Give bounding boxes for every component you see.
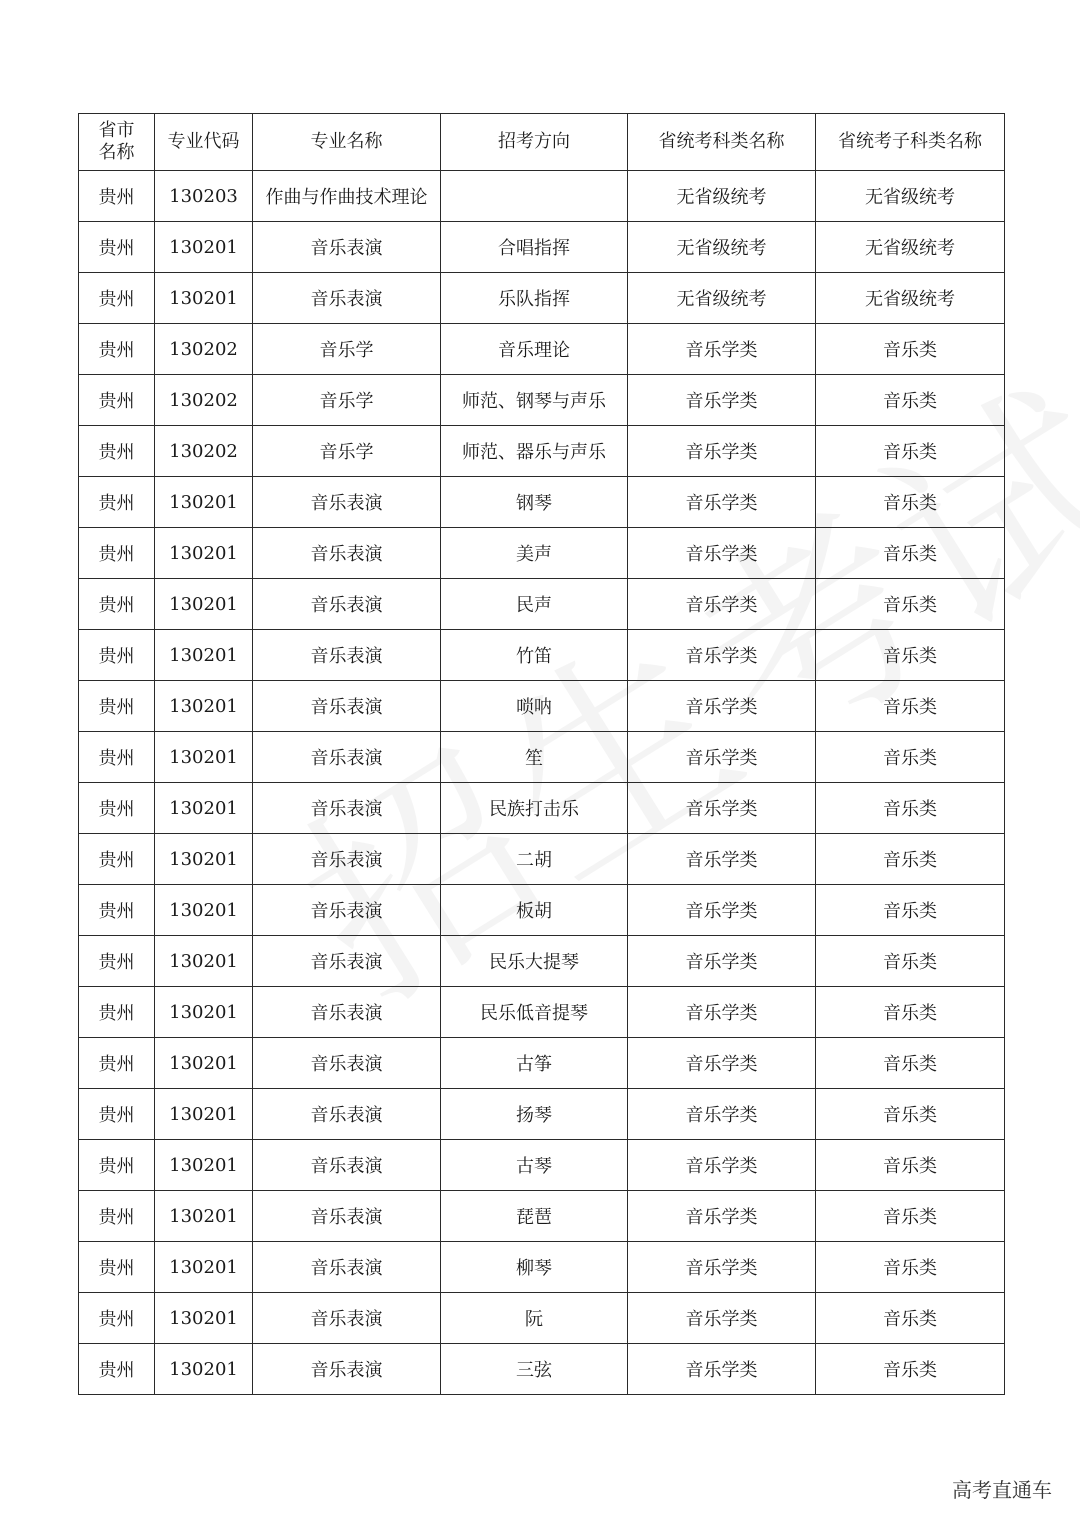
cell-province: 贵州 (79, 1293, 155, 1344)
cell-name: 音乐学 (253, 375, 441, 426)
cell-code: 130201 (155, 936, 253, 987)
cell-category: 音乐学类 (628, 1242, 816, 1293)
header-category: 省统考科类名称 (628, 114, 816, 171)
cell-province: 贵州 (79, 885, 155, 936)
cell-subcategory: 无省级统考 (816, 273, 1005, 324)
cell-category: 无省级统考 (628, 222, 816, 273)
cell-name: 音乐表演 (253, 732, 441, 783)
cell-category: 音乐学类 (628, 936, 816, 987)
cell-name: 音乐表演 (253, 630, 441, 681)
cell-province: 贵州 (79, 222, 155, 273)
table-row (79, 936, 1005, 987)
cell-direction (441, 171, 628, 222)
cell-direction: 扬琴 (441, 1089, 628, 1140)
cell-subcategory: 音乐类 (816, 732, 1005, 783)
cell-direction: 钢琴 (441, 477, 628, 528)
table-row (79, 885, 1005, 936)
cell-province: 贵州 (79, 528, 155, 579)
cell-subcategory: 音乐类 (816, 426, 1005, 477)
cell-direction: 民乐大提琴 (441, 936, 628, 987)
cell-category: 音乐学类 (628, 834, 816, 885)
cell-code: 130201 (155, 1344, 253, 1395)
cell-subcategory: 音乐类 (816, 885, 1005, 936)
cell-code: 130201 (155, 732, 253, 783)
cell-category: 音乐学类 (628, 681, 816, 732)
cell-province: 贵州 (79, 834, 155, 885)
cell-direction: 古筝 (441, 1038, 628, 1089)
cell-category: 音乐学类 (628, 375, 816, 426)
cell-direction: 三弦 (441, 1344, 628, 1395)
cell-subcategory: 音乐类 (816, 375, 1005, 426)
table-header-row (79, 114, 1005, 171)
cell-category: 音乐学类 (628, 528, 816, 579)
cell-direction: 阮 (441, 1293, 628, 1344)
cell-name: 作曲与作曲技术理论 (253, 171, 441, 222)
cell-name: 音乐表演 (253, 834, 441, 885)
table-row (79, 222, 1005, 273)
cell-province: 贵州 (79, 477, 155, 528)
cell-direction: 笙 (441, 732, 628, 783)
cell-name: 音乐表演 (253, 1089, 441, 1140)
cell-code: 130203 (155, 171, 253, 222)
cell-category: 无省级统考 (628, 273, 816, 324)
cell-subcategory: 音乐类 (816, 1242, 1005, 1293)
cell-category: 音乐学类 (628, 1140, 816, 1191)
table-row (79, 273, 1005, 324)
cell-direction: 民声 (441, 579, 628, 630)
cell-province: 贵州 (79, 1191, 155, 1242)
cell-subcategory: 音乐类 (816, 528, 1005, 579)
table-row (79, 426, 1005, 477)
cell-direction: 乐队指挥 (441, 273, 628, 324)
cell-code: 130201 (155, 273, 253, 324)
cell-category: 音乐学类 (628, 477, 816, 528)
cell-category: 音乐学类 (628, 1089, 816, 1140)
cell-direction: 古琴 (441, 1140, 628, 1191)
header-province-line1: 省市 (98, 120, 135, 141)
cell-name: 音乐表演 (253, 1191, 441, 1242)
cell-direction: 琵琶 (441, 1191, 628, 1242)
cell-direction: 柳琴 (441, 1242, 628, 1293)
cell-code: 130201 (155, 1293, 253, 1344)
header-name: 专业名称 (253, 114, 441, 171)
cell-direction: 美声 (441, 528, 628, 579)
cell-name: 音乐表演 (253, 477, 441, 528)
cell-subcategory: 音乐类 (816, 681, 1005, 732)
cell-category: 音乐学类 (628, 783, 816, 834)
cell-name: 音乐表演 (253, 885, 441, 936)
cell-category: 音乐学类 (628, 630, 816, 681)
cell-name: 音乐表演 (253, 1344, 441, 1395)
table-body (79, 171, 1005, 1395)
cell-category: 无省级统考 (628, 171, 816, 222)
cell-direction: 师范、器乐与声乐 (441, 426, 628, 477)
cell-code: 130201 (155, 1089, 253, 1140)
header-province-line2: 名称 (98, 142, 135, 163)
cell-code: 130201 (155, 528, 253, 579)
footer-brand: 高考直通车 (952, 1478, 1052, 1502)
cell-category: 音乐学类 (628, 1344, 816, 1395)
cell-name: 音乐表演 (253, 222, 441, 273)
cell-province: 贵州 (79, 732, 155, 783)
table-row (79, 1242, 1005, 1293)
cell-name: 音乐表演 (253, 1038, 441, 1089)
table-row (79, 324, 1005, 375)
cell-code: 130201 (155, 987, 253, 1038)
header-direction: 招考方向 (441, 114, 628, 171)
cell-name: 音乐表演 (253, 579, 441, 630)
cell-subcategory: 音乐类 (816, 579, 1005, 630)
cell-name: 音乐表演 (253, 1293, 441, 1344)
cell-direction: 二胡 (441, 834, 628, 885)
table-row (79, 1038, 1005, 1089)
cell-province: 贵州 (79, 936, 155, 987)
table-row (79, 1293, 1005, 1344)
cell-name: 音乐表演 (253, 1242, 441, 1293)
table-row (79, 1140, 1005, 1191)
cell-subcategory: 音乐类 (816, 783, 1005, 834)
table-row (79, 579, 1005, 630)
cell-category: 音乐学类 (628, 579, 816, 630)
cell-subcategory: 音乐类 (816, 1293, 1005, 1344)
header-subcategory: 省统考子科类名称 (816, 114, 1005, 171)
cell-direction: 师范、钢琴与声乐 (441, 375, 628, 426)
table-row (79, 375, 1005, 426)
cell-name: 音乐表演 (253, 681, 441, 732)
table-row (79, 630, 1005, 681)
cell-category: 音乐学类 (628, 1293, 816, 1344)
cell-code: 130201 (155, 783, 253, 834)
cell-name: 音乐表演 (253, 1140, 441, 1191)
cell-province: 贵州 (79, 273, 155, 324)
cell-name: 音乐学 (253, 426, 441, 477)
cell-category: 音乐学类 (628, 885, 816, 936)
cell-subcategory: 音乐类 (816, 1140, 1005, 1191)
table-row (79, 1191, 1005, 1242)
cell-category: 音乐学类 (628, 324, 816, 375)
cell-province: 贵州 (79, 426, 155, 477)
cell-direction: 板胡 (441, 885, 628, 936)
cell-direction: 竹笛 (441, 630, 628, 681)
cell-code: 130201 (155, 1191, 253, 1242)
cell-province: 贵州 (79, 1140, 155, 1191)
cell-name: 音乐表演 (253, 936, 441, 987)
header-code: 专业代码 (155, 114, 253, 171)
cell-subcategory: 音乐类 (816, 1191, 1005, 1242)
cell-subcategory: 音乐类 (816, 324, 1005, 375)
cell-name: 音乐表演 (253, 273, 441, 324)
table-row (79, 681, 1005, 732)
admissions-table (78, 113, 1005, 1395)
cell-subcategory: 音乐类 (816, 936, 1005, 987)
cell-name: 音乐表演 (253, 528, 441, 579)
cell-category: 音乐学类 (628, 426, 816, 477)
header-province (79, 114, 155, 171)
table-row (79, 1089, 1005, 1140)
cell-subcategory: 音乐类 (816, 1038, 1005, 1089)
cell-subcategory: 音乐类 (816, 987, 1005, 1038)
cell-province: 贵州 (79, 630, 155, 681)
cell-category: 音乐学类 (628, 732, 816, 783)
table-row (79, 783, 1005, 834)
cell-direction: 音乐理论 (441, 324, 628, 375)
cell-subcategory: 音乐类 (816, 630, 1005, 681)
cell-province: 贵州 (79, 1242, 155, 1293)
cell-code: 130202 (155, 324, 253, 375)
cell-province: 贵州 (79, 579, 155, 630)
table-row (79, 1344, 1005, 1395)
cell-code: 130201 (155, 885, 253, 936)
table-row (79, 732, 1005, 783)
cell-code: 130201 (155, 1242, 253, 1293)
cell-province: 贵州 (79, 681, 155, 732)
cell-code: 130201 (155, 579, 253, 630)
table-row (79, 987, 1005, 1038)
cell-province: 贵州 (79, 1089, 155, 1140)
cell-direction: 民族打击乐 (441, 783, 628, 834)
cell-subcategory: 无省级统考 (816, 171, 1005, 222)
cell-name: 音乐表演 (253, 783, 441, 834)
cell-subcategory: 音乐类 (816, 1089, 1005, 1140)
cell-direction: 合唱指挥 (441, 222, 628, 273)
cell-province: 贵州 (79, 1038, 155, 1089)
table-row (79, 834, 1005, 885)
cell-code: 130201 (155, 834, 253, 885)
cell-subcategory: 音乐类 (816, 1344, 1005, 1395)
table-row (79, 477, 1005, 528)
cell-subcategory: 无省级统考 (816, 222, 1005, 273)
cell-code: 130201 (155, 477, 253, 528)
cell-direction: 唢呐 (441, 681, 628, 732)
cell-province: 贵州 (79, 783, 155, 834)
cell-province: 贵州 (79, 324, 155, 375)
cell-code: 130202 (155, 426, 253, 477)
cell-subcategory: 音乐类 (816, 834, 1005, 885)
cell-category: 音乐学类 (628, 1191, 816, 1242)
table-row (79, 171, 1005, 222)
cell-province: 贵州 (79, 987, 155, 1038)
cell-province: 贵州 (79, 171, 155, 222)
cell-province: 贵州 (79, 375, 155, 426)
cell-code: 130201 (155, 1140, 253, 1191)
cell-code: 130201 (155, 630, 253, 681)
cell-name: 音乐学 (253, 324, 441, 375)
cell-category: 音乐学类 (628, 1038, 816, 1089)
cell-direction: 民乐低音提琴 (441, 987, 628, 1038)
cell-code: 130201 (155, 681, 253, 732)
cell-code: 130201 (155, 1038, 253, 1089)
cell-code: 130201 (155, 222, 253, 273)
cell-category: 音乐学类 (628, 987, 816, 1038)
cell-province: 贵州 (79, 1344, 155, 1395)
table-row (79, 528, 1005, 579)
cell-code: 130202 (155, 375, 253, 426)
cell-name: 音乐表演 (253, 987, 441, 1038)
cell-subcategory: 音乐类 (816, 477, 1005, 528)
